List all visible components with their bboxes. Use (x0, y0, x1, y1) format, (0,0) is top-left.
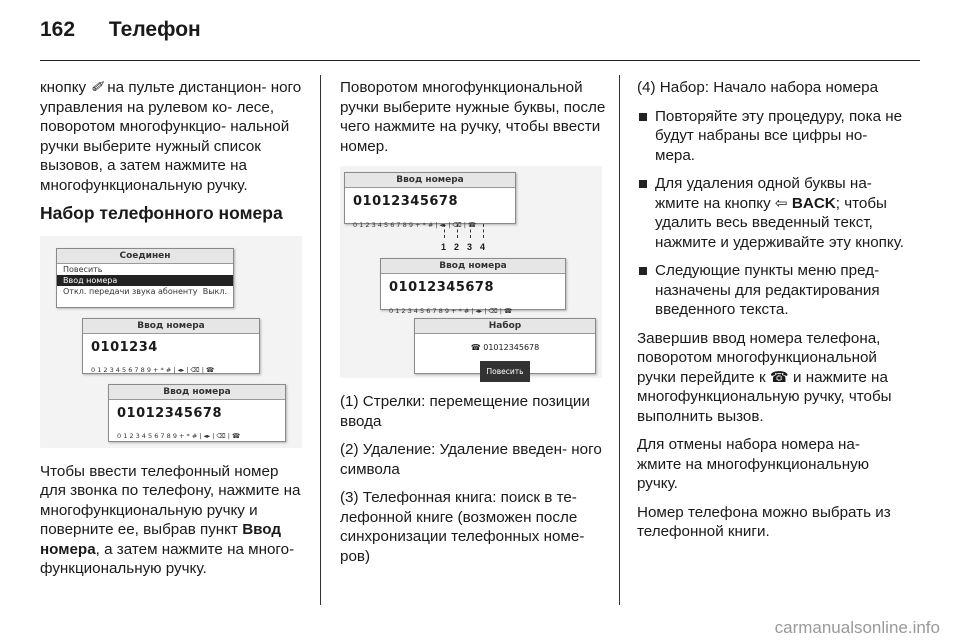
phone-handset-icon: ✐ (90, 79, 104, 96)
header-rule (40, 60, 920, 61)
screen-number-entry-2: Ввод номера 01012345678 0 1 2 3 4 5 6 7 8 9 + * # | ◂▸ | ⌫ | ☎ (108, 384, 286, 442)
legend-item-4: (4) Набор: Начало набора номера (637, 79, 879, 96)
screen-illustration-1 (40, 236, 302, 448)
screen-number-entry-annotated: Ввод номера 01012345678 0 1 2 3 4 5 6 7 8 9 + * # | ◂▸ | ⌫ | ☎ (344, 172, 516, 224)
screen-illustration-2 (340, 166, 602, 378)
intro-paragraph: кнопку ✐ на пульте дистанцион- ного управления на рулевом ко- лесе, поворотом многофункцио- нальной ручки выберите нужный список вызовов, а затем нажмите на многофункциональную ручку. (40, 79, 302, 194)
back-arrow-icon: ⇦ (774, 194, 788, 212)
instruction-paragraph: Чтобы ввести телефонный номер для звонка по телефону, нажмите на многофункциональную ручку и поверните ее, выбрав пункт Ввод номера, а затем нажмите на много- функциональную ручку. (40, 462, 301, 577)
column-1 (40, 78, 308, 588)
page-title: Телефон (108, 18, 201, 41)
phone-icon: ☎ (769, 368, 789, 386)
legend-item-2: (2) Удаление: Удаление введен- ного символа (340, 441, 602, 478)
screen-connected: Соединен Повесить Ввод номера Откл. передачи звука абоненту Выкл. (56, 248, 234, 308)
screen-number-entry-3: Ввод номера 01012345678 0 1 2 3 4 5 6 7 8 9 + * # | ◂▸ | ⌫ | ☎ (380, 258, 566, 310)
page-header (40, 18, 201, 42)
phonebook-paragraph: Номер телефона можно выбрать из телефонной книги. (637, 503, 891, 540)
hang-up-button: Повесить (480, 361, 529, 383)
callout-numbers: 1234 (441, 242, 494, 252)
intro-paragraph-2: Поворотом многофункциональной ручки выберите нужные буквы, после чего нажмите на ручку, чтобы ввести номер. (340, 79, 606, 155)
screen-dialing: Набор ☎ 01012345678 Повесить (414, 318, 596, 374)
section-heading: Набор телефонного номера (40, 203, 283, 223)
column-divider-1 (320, 75, 321, 605)
screen-number-entry-1: Ввод номера 0101234 0 1 2 3 4 5 6 7 8 9 + * # | ◂▸ | ⌫ | ☎ (82, 318, 260, 374)
legend-item-1: (1) Стрелки: перемещение позиции ввода (340, 393, 590, 430)
finish-paragraph: Завершив ввод номера телефона, поворотом многофункциональной ручки перейдите к ☎ и нажмите на многофункциональную ручку, чтобы выполнить вызов. (637, 329, 892, 425)
bullet-repeat: Повторяйте эту процедуру, пока не будут набраны все цифры но- мера. (637, 107, 905, 166)
bullet-delete: Для удаления одной буквы на- жмите на кнопку ⇦ BACK; чтобы удалить весь введенный текст, нажмите и удерживайте эту кнопку. (637, 174, 905, 252)
column-3 (637, 78, 905, 551)
cancel-paragraph: Для отмены набора номера на- жмите на многофункциональную ручку. (637, 436, 870, 492)
phone-icon: ☎ (470, 343, 481, 352)
column-divider-2 (619, 75, 620, 605)
page-number: 162 (40, 18, 76, 41)
bullet-menu-items: Следующие пункты меню пред- назначены для редактирования введенного текста. (637, 261, 905, 320)
column-2 (340, 78, 608, 575)
watermark: carmanualsonline.info (774, 618, 940, 637)
legend-item-3: (3) Телефонная книга: поиск в те- лефонной книге (возможен после синхронизации телефонных номе- ров) (340, 489, 585, 565)
